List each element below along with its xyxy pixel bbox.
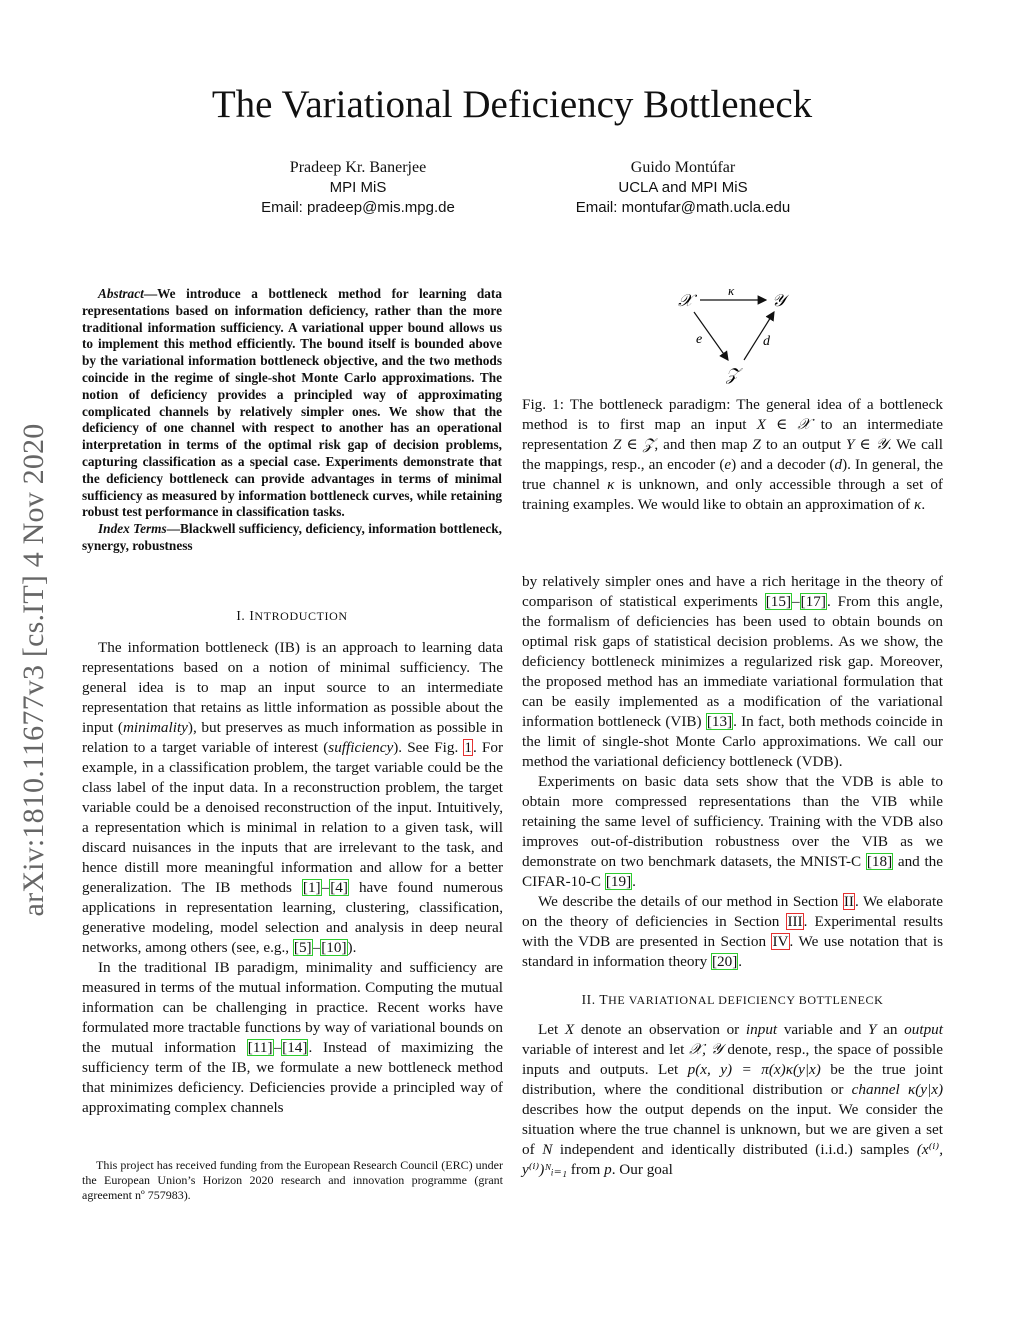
citation-link[interactable]: [11] [247, 1039, 273, 1056]
section-link[interactable]: IV [772, 933, 789, 950]
paragraph: Let X denote an observation or input variable and Y an output variable of interest and let 𝒳, 𝒴 denote, resp., the space of possible inputs and outputs. Let p(x, y) = π(x)κ(y|x) be the true joint distribution, where the conditional distribution or channel κ(y|x) describes how the output depends on the input. We consider the situation where the true channel is unknown, but we are given a set of N independent and identically distributed (i.i.d.) samples (x⁽ⁱ⁾, y⁽ⁱ⁾)ᴺᵢ₌₁ from p. Our goal [522, 1021, 943, 1178]
bottleneck-diagram [660, 280, 810, 390]
author-affiliation: UCLA and MPI MiS [618, 179, 748, 196]
edge-label-kappa: κ [728, 283, 735, 298]
author-block-2 [548, 158, 818, 218]
figure-link[interactable]: 1 [464, 739, 472, 756]
arxiv-id: arXiv:1810.11677v3 [cs.IT] 4 Nov 2020 [17, 423, 50, 917]
abstract [82, 286, 502, 555]
node-x: 𝒳 [678, 291, 693, 310]
author-name: Guido Montúfar [630, 159, 736, 176]
section-heading-rest: NTRODUCTION [254, 609, 348, 623]
section-link[interactable]: II [843, 893, 854, 910]
author-name: Pradeep Kr. Banerjee [289, 159, 427, 176]
citation-link[interactable]: [13] [706, 713, 733, 730]
citation-link[interactable]: [14] [282, 1039, 308, 1056]
introduction-body [82, 638, 503, 1118]
section-number: I. [236, 608, 246, 623]
figure-caption: Fig. 1: The bottleneck paradigm: The general idea of a bottleneck method is to first map an input X ∈ 𝒳 to an intermediate representation Z ∈ 𝒵, and then map Z to an output Y ∈ 𝒴. We call the mappings, resp., an encoder (e) and a decoder (d). In general, the true channel κ is unknown, and only accessible through a set of training examples. We would like to obtain an approximation of κ. [522, 396, 943, 513]
section-heading-vdb: II. THE VARIATIONAL DEFICIENCY BOTTLENECK [581, 992, 884, 1007]
index-terms-text: —Blackwell sufficiency, deficiency, information bottleneck, synergy, robustness [82, 521, 502, 553]
citation-link[interactable]: [10] [321, 939, 347, 956]
citation-link[interactable]: [17] [800, 593, 826, 610]
paragraph: In the traditional IB paradigm, minimality and sufficiency are measured in terms of the mutual information. Computing the mutual information can be challenging in practice. Recent works have formulated more tractable functions by way of variational bounds on the mutual information [11]–[14]. Instead of maximizing the sufficiency term of the IB, we formulate a new bottleneck method that minimizes deficiency. Deficiencies provide a principled way of approximating complex channels [82, 959, 503, 1116]
right-column-body [522, 572, 943, 1180]
arxiv-sidebar-stamp [10, 370, 58, 970]
paragraph: We describe the details of our method in Section II. We elaborate on the theory of deficiencies in Section III. Experimental results with the VDB are presented in Section IV. We use notation that is standard in information theory [20]. [522, 893, 944, 970]
citation-link[interactable]: [20] [711, 953, 738, 970]
citation-link[interactable]: [4] [330, 879, 348, 896]
section-link[interactable]: III [787, 913, 803, 930]
section-heading-initial: I [249, 608, 255, 623]
author-email: Email: montufar@math.ucla.edu [575, 199, 791, 216]
author-affiliation: MPI MiS [329, 179, 387, 196]
citation-link[interactable]: [15] [765, 593, 792, 610]
abstract-text: —We introduce a bottleneck method for learning data representations based on information deficiency, rather than the more traditional information sufficiency. A variational upper bound allows us to implement this method efficiently. The bound itself is bounded above by the variational information bottleneck objective, and the two methods coincide in the regime of single-shot Monte Carlo approximations. The notion of deficiency provides a principled way of approximating complicated channels by relatively simpler ones. We show that the deficiency of one channel with respect to another has an operational interpretation in terms of the optimal risk gap of decision problems, capturing classification as a special case. Experiments demonstrate that the deficiency bottleneck can provide advantages in terms of minimal sufficiency as measured by information bottleneck curves, while retaining robust test performance in classification tasks. [82, 286, 502, 520]
node-z: 𝒵 [726, 365, 739, 384]
citation-link[interactable]: [19] [605, 873, 632, 890]
abstract-label: Abstract [98, 286, 144, 301]
funding-footnote: This project has received funding from the European Research Council (ERC) under the European Union’s Horizon 2020 research and innovation programme (grant agreement nº 757983). [82, 1158, 503, 1202]
edge-label-e: e [696, 332, 703, 347]
paragraph: Experiments on basic data sets show that the VDB is able to obtain more compressed representations than the VIB while retaining the same level of sufficiency. Training with the VDB also improves out-of-distribution robustness over the VIB as we demonstrate on two benchmark datasets, the MNIST-C [18] and the CIFAR-10-C [19]. [522, 773, 944, 890]
paragraph: The information bottleneck (IB) is an approach to learning data representations based on a notion of minimal sufficiency. The general idea is to map an input source to an intermediate representation that retains as little information as possible about the input (minimality), but preserves as much information as possible in relation to a target variable of interest (sufficiency). See Fig. 1. For example, in a classification problem, the target variable could be the class label of the input data. In a reconstruction problem, the target variable could be a denoised reconstruction of the input. Intuitively, a representation which is minimal in relation to a given task, will discard nuisances in the inputs that are irrelevant to the task, and hence distill more meaningful information and allow for a better generalization. The IB methods [1]–[4] have found numerous applications in representation learning, clustering, classification, generative modeling, model selection and analysis in deep neural networks, among others (see, e.g., [5]–[10]). [82, 639, 504, 956]
author-block-1 [228, 158, 488, 218]
paragraph: by relatively simpler ones and have a rich heritage in the theory of comparison of statistical experiments [15]–[17]. From this angle, the formalism of deficiencies has been used to obtain bounds on optimal risk gaps of statistical decision problems. As we show, the deficiency bottleneck minimizes a regularized risk gap. Moreover, the proposed method has an immediate variational formulation that can be easily implemented as a modification of the variational information bottleneck (VIB) [13]. In fact, both methods coincide in the limit of single-shot Monte Carlo approximations. We call our method the variational deficiency bottleneck (VDB). [522, 573, 943, 770]
citation-link[interactable]: [18] [866, 853, 893, 870]
edge-label-d: d [763, 334, 770, 349]
node-y: 𝒴 [772, 291, 786, 310]
citation-link[interactable]: [1] [302, 879, 321, 896]
author-email: Email: pradeep@mis.mpg.de [261, 199, 455, 216]
citation-link[interactable]: [5] [293, 939, 312, 956]
paper-title: The Variational Deficiency Bottleneck [211, 83, 813, 126]
section-heading-introduction [82, 608, 502, 624]
index-terms-label: Index Terms [98, 521, 167, 537]
